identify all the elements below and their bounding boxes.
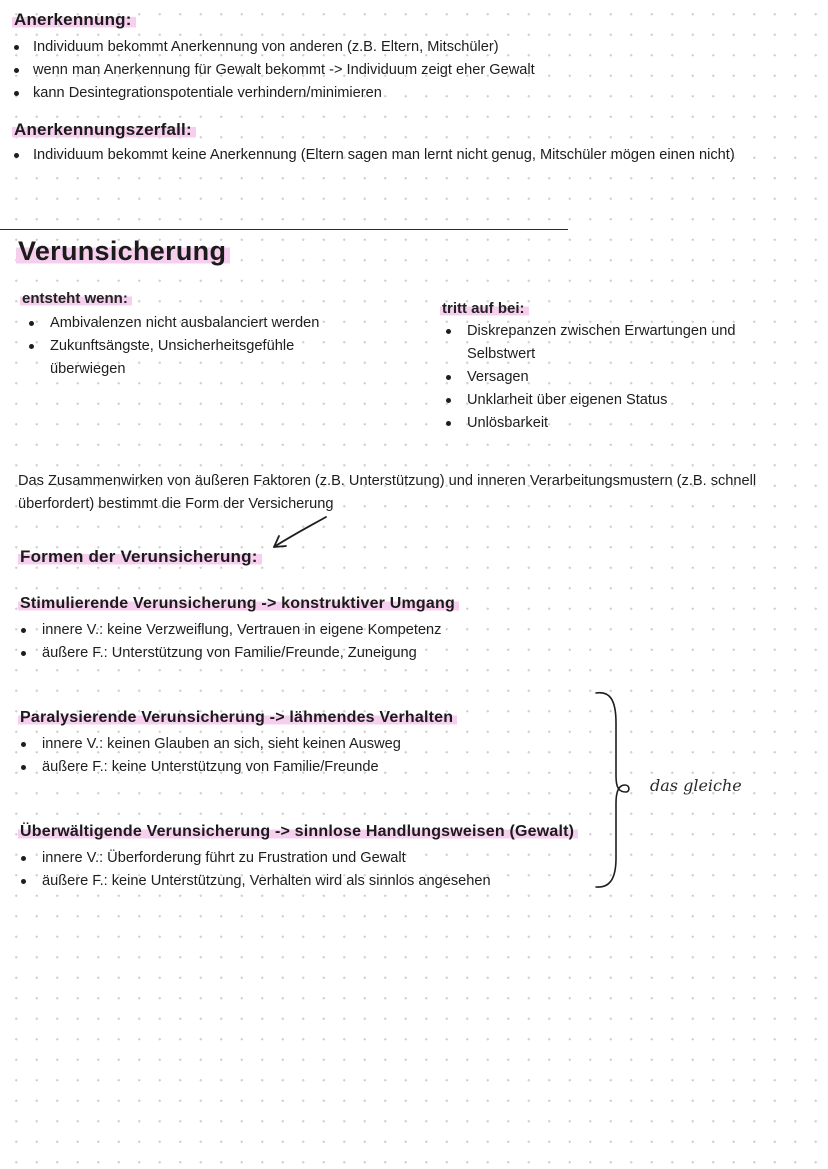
heading-formen: Formen der Verunsicherung: bbox=[18, 547, 262, 567]
paragraph-zusammenwirken: Das Zusammenwirken von äußeren Faktoren (z.B. Unterstützung) und inneren Verarbeitungsmustern (z.B. schnell überfordert) bestimmt die Form der Versicherung bbox=[18, 473, 757, 512]
list-anerkennungszerfall bbox=[12, 144, 797, 167]
list-entsteht bbox=[26, 312, 371, 381]
list-item: Unlösbarkeit bbox=[443, 412, 753, 435]
label-entsteht: entsteht wenn: bbox=[20, 290, 132, 307]
heading-anerkennung: Anerkennung: bbox=[12, 10, 136, 30]
heading-paralysierend: Paralysierende Verunsicherung -> lähmendes Verhalten bbox=[18, 709, 457, 727]
heading-stimulierend: Stimulierende Verunsicherung -> konstruktiver Umgang bbox=[18, 595, 459, 613]
heading-ueberwaeltigend: Überwältigende Verunsicherung -> sinnlose Handlungsweisen (Gewalt) bbox=[18, 823, 578, 841]
list-item: Ambivalenzen nicht ausbalanciert werden bbox=[26, 312, 371, 335]
list-item: Versagen bbox=[443, 366, 753, 389]
list-item: äußere F.: keine Unterstützung von Familie/Freunde bbox=[18, 756, 578, 779]
curly-brace-icon bbox=[592, 688, 642, 893]
list-item: äußere F.: keine Unterstützung, Verhalten wird als sinnlos angesehen bbox=[18, 870, 588, 893]
list-stimulierend bbox=[18, 619, 578, 665]
label-tritt-auf: tritt auf bei: bbox=[440, 300, 529, 317]
list-item: Unklarheit über eigenen Status bbox=[443, 389, 753, 412]
list-item: wenn man Anerkennung für Gewalt bekommt -> Individuum zeigt eher Gewalt bbox=[12, 59, 802, 82]
list-item: kann Desintegrationspotentiale verhindern/minimieren bbox=[12, 82, 802, 105]
list-ueberwaeltigend bbox=[18, 847, 588, 893]
list-item: innere V.: Überforderung führt zu Frustration und Gewalt bbox=[18, 847, 588, 870]
section-divider bbox=[0, 229, 568, 230]
list-item: Diskrepanzen zwischen Erwartungen und Selbstwert bbox=[443, 320, 753, 366]
list-item: Zukunftsängste, Unsicherheitsgefühle überwiegen bbox=[26, 335, 371, 381]
list-item: äußere F.: Unterstützung von Familie/Freunde, Zuneigung bbox=[18, 642, 578, 665]
list-item: Individuum bekommt keine Anerkennung (Eltern sagen man lernt nicht genug, Mitschüler mögen einen nicht) bbox=[12, 144, 797, 167]
list-anerkennung bbox=[12, 36, 802, 105]
list-item: Individuum bekommt Anerkennung von anderen (z.B. Eltern, Mitschüler) bbox=[12, 36, 802, 59]
list-tritt-auf bbox=[443, 320, 753, 435]
list-item: innere V.: keine Verzweiflung, Vertrauen in eigene Kompetenz bbox=[18, 619, 578, 642]
annotation-das-gleiche: das gleiche bbox=[650, 776, 742, 795]
heading-anerkennungszerfall: Anerkennungszerfall: bbox=[12, 120, 196, 140]
list-item: innere V.: keinen Glauben an sich, sieht keinen Ausweg bbox=[18, 733, 578, 756]
page-title: Verunsicherung bbox=[16, 236, 230, 267]
list-paralysierend bbox=[18, 733, 578, 779]
arrow-icon bbox=[266, 512, 332, 554]
